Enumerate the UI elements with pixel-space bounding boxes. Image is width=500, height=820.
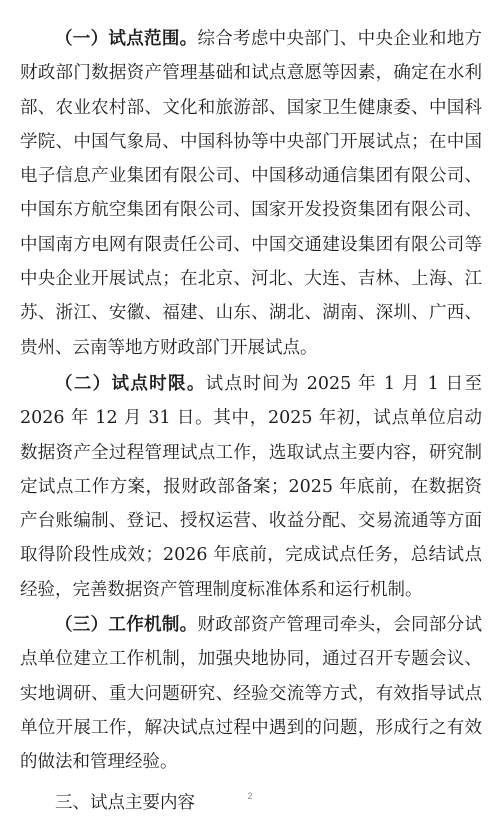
paragraph-pilot-period: [20, 367, 482, 607]
work-mechanism-title: （三）工作机制。: [55, 615, 198, 636]
paragraph-work-mechanism: [20, 608, 482, 779]
work-mechanism-text: 财政部资产管理司牵头，会同部分试点单位建立工作机制，加强央地协同，通过召开专题会议、实地调研、重大问题研究、经验交流等方式，有效指导试点单位开展工作，解决试点过程中遇到的问题，形成行之有效的做法和管理经验。: [20, 615, 483, 773]
page-number: 2: [247, 791, 253, 801]
pilot-scope-title: （一）试点范围。: [55, 29, 198, 49]
section-heading-main-content: 三、试点主要内容: [55, 792, 195, 813]
document-body: [20, 22, 482, 820]
paragraph-pilot-scope: [20, 22, 482, 365]
pilot-period-text: 试点时间为 2025 年 1 月 1 日至 2026 年 12 月 31 日。其中，2025 年初，试点单位启动数据资产全过程管理试点工作，选取试点主要内容，研究制定试点工作方案，报财政部备案；2025 年底前，在数据资产台账编制、登记、授权运营、收益分配、交易流通等方面取得阶段性成效；2026 年底前，完成试点任务，总结试点经验，完善数据资产管理制度标准体系和运行机制。: [20, 373, 483, 600]
pilot-scope-text: 综合考虑中央部门、中央企业和地方财政部门数据资产管理基础和试点意愿等因素，确定在水利部、农业农村部、文化和旅游部、国家卫生健康委、中国科学院、中国气象局、中国科协等中央部门开展试点；在中国电子信息产业集团有限公司、中国移动通信集团有限公司、中国东方航空集团有限公司、国家开发投资集团有限公司、中国南方电网有限责任公司、中国交通建设集团有限公司等中央企业开展试点；在北京、河北、大连、吉林、上海、江苏、浙江、安徽、福建、山东、湖北、湖南、深圳、广西、贵州、云南等地方财政部门开展试点。: [20, 29, 483, 358]
pilot-period-title: （二）试点时限。: [55, 373, 206, 394]
